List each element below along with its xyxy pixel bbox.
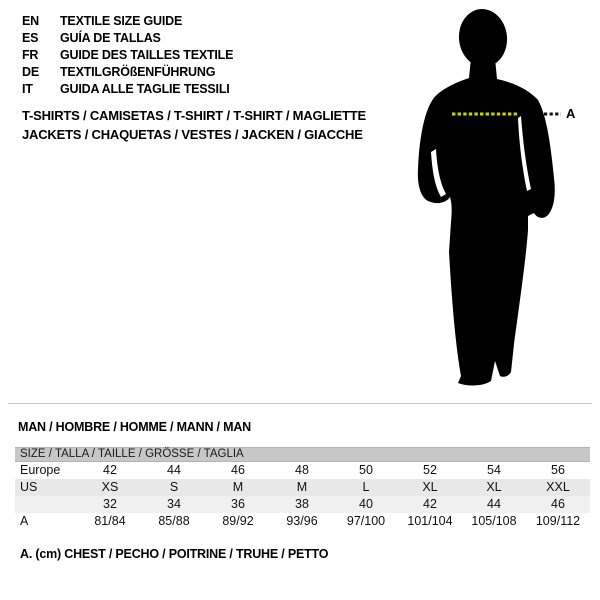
size-value: 36: [231, 497, 245, 511]
row-label: Europe: [20, 463, 61, 477]
size-value: 89/92: [222, 514, 254, 528]
size-value: S: [169, 480, 179, 494]
language-row-de: [22, 64, 233, 81]
garment-types-line2: JACKETS / CHAQUETAS / VESTES / JACKEN / GIACCHE: [22, 126, 363, 142]
garment-types: [22, 107, 366, 144]
language-text: GUÍA DE TALLAS: [60, 31, 161, 45]
size-value: 101/104: [407, 514, 453, 528]
language-code: ES: [22, 31, 39, 45]
size-value: 34: [167, 497, 181, 511]
garment-types-line1: T-SHIRTS / CAMISETAS / T-SHIRT / T-SHIRT / MAGLIETTE: [22, 108, 366, 123]
language-text: TEXTILE SIZE GUIDE: [60, 14, 183, 28]
size-table-header: SIZE / TALLA / TAILLE / GRÖSSE / TAGLIA: [15, 447, 590, 462]
size-value: 109/112: [535, 514, 581, 528]
silhouette-body: [418, 58, 555, 385]
size-value: 97/100: [346, 514, 386, 528]
size-value: XXL: [546, 480, 570, 494]
size-value: 40: [359, 497, 373, 511]
table-row-chest-a: [15, 513, 590, 530]
size-value: 48: [295, 463, 309, 477]
language-text: GUIDE DES TAILLES TEXTILE: [60, 48, 234, 62]
size-value: 81/84: [94, 514, 126, 528]
language-code: EN: [22, 14, 39, 28]
section-divider: [8, 403, 592, 404]
size-value: 44: [487, 497, 501, 511]
size-value: 46: [551, 497, 565, 511]
language-row-fr: [22, 47, 233, 64]
size-value: 52: [423, 463, 437, 477]
table-row-us: [15, 479, 590, 496]
size-value: XS: [101, 480, 119, 494]
section-title-man: MAN / HOMBRE / HOMME / MANN / MAN: [18, 420, 251, 434]
table-row-uk-numeric: [15, 496, 590, 513]
language-code: IT: [22, 82, 33, 96]
size-value: 50: [359, 463, 373, 477]
row-label: US: [20, 480, 38, 494]
language-text: GUIDA ALLE TAGLIE TESSILI: [60, 82, 230, 96]
language-code: FR: [22, 48, 39, 62]
size-value: XL: [422, 480, 438, 494]
size-value: M: [232, 480, 244, 494]
measurement-footnote: A. (cm) CHEST / PECHO / POITRINE / TRUHE / PETTO: [20, 547, 329, 561]
size-value: 32: [103, 497, 117, 511]
size-value: 42: [103, 463, 117, 477]
language-row-es: [22, 30, 233, 47]
size-value: 42: [423, 497, 437, 511]
language-row-it: [22, 81, 233, 98]
size-value: 46: [231, 463, 245, 477]
man-silhouette-figure: [395, 0, 580, 405]
size-value: 93/96: [286, 514, 318, 528]
language-row-en: [22, 13, 233, 30]
row-label: [15, 496, 78, 513]
measurement-label-a: A: [566, 106, 576, 121]
size-value: 38: [295, 497, 309, 511]
size-value: 105/108: [471, 514, 517, 528]
size-value: 85/88: [158, 514, 190, 528]
language-guide-list: [22, 13, 233, 98]
language-code: DE: [22, 65, 39, 79]
size-value: L: [362, 480, 370, 494]
size-value: XL: [486, 480, 502, 494]
language-text: TEXTILGRÖßENFÜHRUNG: [60, 65, 216, 79]
size-value: 54: [487, 463, 501, 477]
size-table: [15, 447, 590, 530]
size-value: 44: [167, 463, 181, 477]
size-value: M: [296, 480, 308, 494]
table-row-europe: [15, 462, 590, 479]
row-label: A: [20, 514, 29, 528]
size-value: 56: [551, 463, 565, 477]
